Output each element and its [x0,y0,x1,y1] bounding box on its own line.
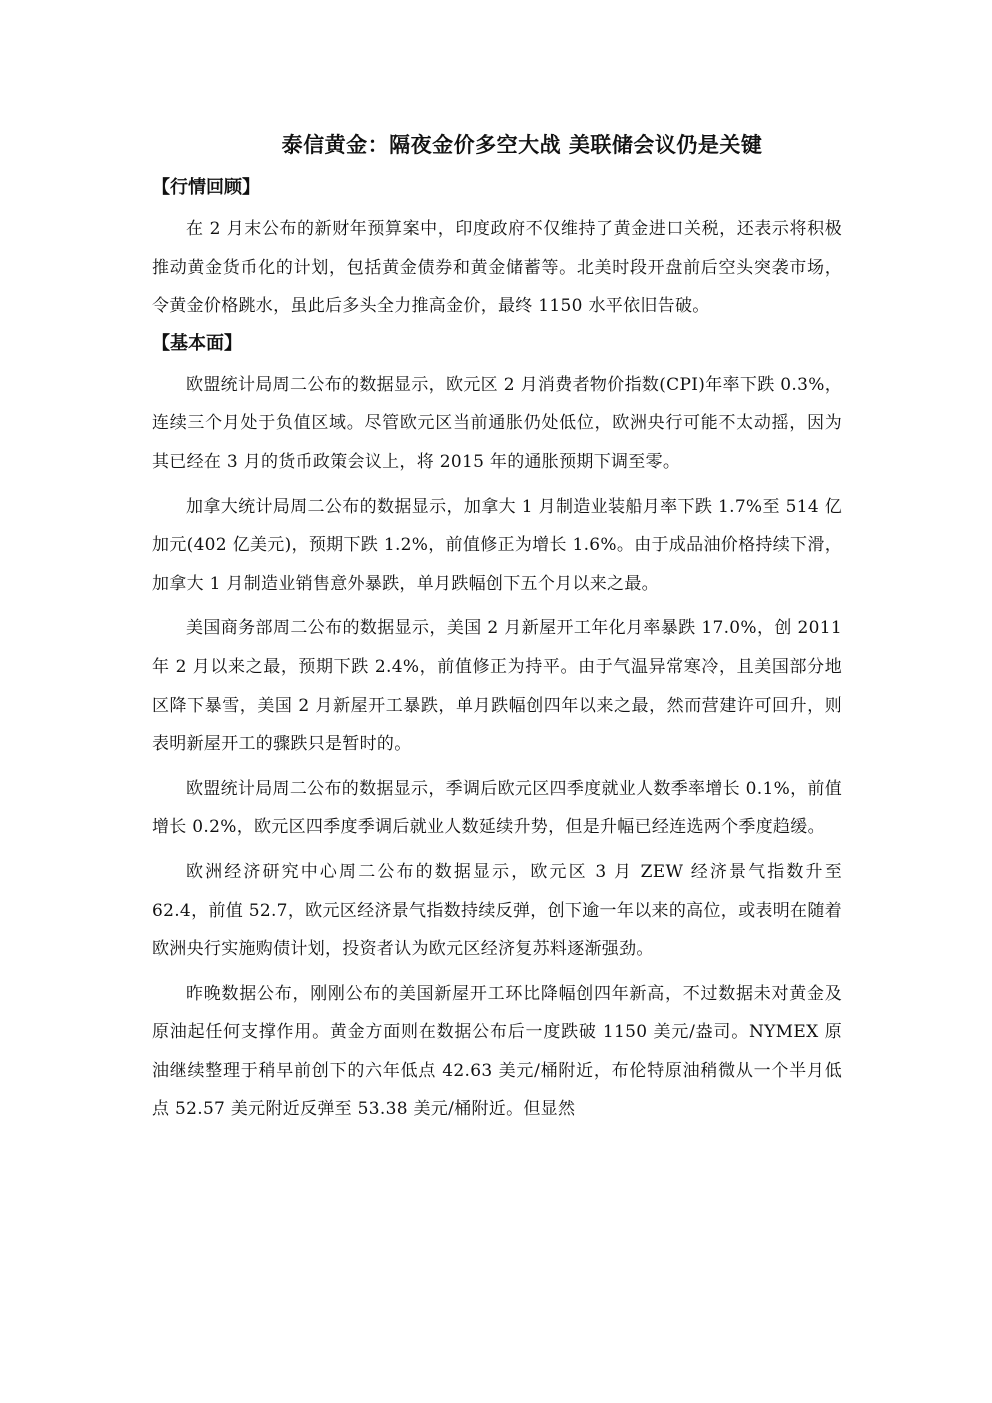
paragraph: 欧盟统计局周二公布的数据显示，季调后欧元区四季度就业人数季率增长 0.1%，前值增长 0.2%，欧元区四季度季调后就业人数延续升势，但是升幅已经连选两个季度趋缓。 [152,778,842,838]
paragraph: 昨晚数据公布，刚刚公布的美国新屋开工环比降幅创四年新高，不过数据未对黄金及原油起任何支撑作用。黄金方面则在数据公布后一度跌破 1150 美元/盎司。NYMEX 原油继续整理于稍早前创下的六年低点 42.63 美元/桶附近，布伦特原油稍微从一个半月低点 52.57 美元附近反弹至 53.38 美元/桶附近。但显然 [152,983,842,1120]
document-body [152,130,842,1135]
section-heading-fundamentals: 【基本面】 [152,332,242,354]
section-fundamentals [152,330,842,1129]
section-heading-market-review: 【行情回顾】 [152,177,260,198]
paragraph: 在 2 月末公布的新财年预算案中，印度政府不仅维持了黄金进口关税，还表示将积极推动黄金货币化的计划，包括黄金债券和黄金储蓄等。北美时段开盘前后空头突袭市场，令黄金价格跳水，虽此后多头全力推高金价，最终 1150 水平依旧告破。 [152,219,842,317]
paragraph: 欧盟统计局周二公布的数据显示，欧元区 2 月消费者物价指数(CPI)年率下跌 0.3%，连续三个月处于负值区域。尽管欧元区当前通胀仍处低位，欧洲央行可能不太动摇，因为其已经在 3 月的货币政策会议上，将 2015 年的通胀预期下调至零。 [152,374,842,472]
paragraph: 加拿大统计局周二公布的数据显示，加拿大 1 月制造业装船月率下跌 1.7%至 514 亿加元(402 亿美元)，预期下跌 1.2%，前值修正为增长 1.6%。由于成品油价格持续下滑，加拿大 1 月制造业销售意外暴跌，单月跌幅创下五个月以来之最。 [152,496,842,594]
section-market-review [152,174,842,326]
paragraph: 欧洲经济研究中心周二公布的数据显示，欧元区 3 月 ZEW 经济景气指数升至 62.4，前值 52.7，欧元区经济景气指数持续反弹，创下逾一年以来的高位，或表明在随着欧洲央行实施购债计划，投资者认为欧元区经济复苏料逐渐强劲。 [152,861,842,960]
document-title: 泰信黄金：隔夜金价多空大战 美联储会议仍是关键 [281,133,763,157]
paragraph: 美国商务部周二公布的数据显示，美国 2 月新屋开工年化月率暴跌 17.0%，创 2011 年 2 月以来之最，预期下跌 2.4%，前值修正为持平。由于气温异常寒冷，且美国部分地区降下暴雪，美国 2 月新屋开工暴跌，单月跌幅创四年以来之最，然而营建许可回升，则表明新屋开工的骤跌只是暂时的。 [152,618,842,755]
